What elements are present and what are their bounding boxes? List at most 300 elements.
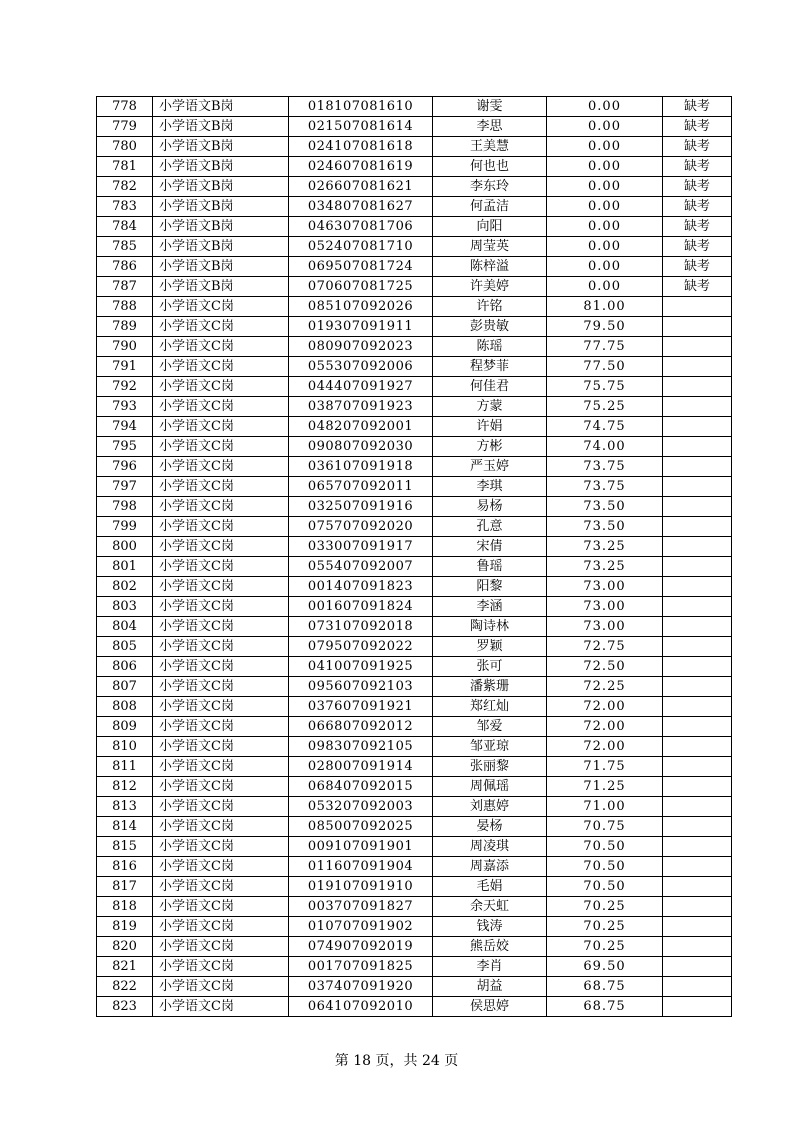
remark-cell: 缺考	[663, 237, 732, 257]
remark-cell	[663, 957, 732, 977]
remark-cell	[663, 737, 732, 757]
score-cell: 0.00	[547, 257, 663, 277]
score-cell: 70.50	[547, 837, 663, 857]
table-row	[97, 817, 732, 837]
table-row	[97, 457, 732, 477]
remark-cell	[663, 397, 732, 417]
candidate-name-cell: 程梦菲	[433, 357, 547, 377]
score-cell: 70.25	[547, 897, 663, 917]
table-row	[97, 277, 732, 297]
post-name-cell: 小学语文C岗	[153, 997, 289, 1017]
post-name-cell: 小学语文C岗	[153, 697, 289, 717]
exam-id-cell: 079507092022	[289, 637, 433, 657]
row-number-cell: 789	[97, 317, 153, 337]
exam-id-cell: 090807092030	[289, 437, 433, 457]
candidate-name-cell: 易杨	[433, 497, 547, 517]
candidate-name-cell: 周嘉添	[433, 857, 547, 877]
score-cell: 71.00	[547, 797, 663, 817]
post-name-cell: 小学语文B岗	[153, 237, 289, 257]
remark-cell	[663, 977, 732, 997]
remark-cell	[663, 477, 732, 497]
table-row	[97, 437, 732, 457]
row-number-cell: 799	[97, 517, 153, 537]
post-name-cell: 小学语文C岗	[153, 917, 289, 937]
score-cell: 0.00	[547, 197, 663, 217]
exam-id-cell: 001707091825	[289, 957, 433, 977]
row-number-cell: 795	[97, 437, 153, 457]
exam-id-cell: 033007091917	[289, 537, 433, 557]
row-number-cell: 792	[97, 377, 153, 397]
row-number-cell: 816	[97, 857, 153, 877]
post-name-cell: 小学语文B岗	[153, 157, 289, 177]
remark-cell	[663, 677, 732, 697]
exam-id-cell: 036107091918	[289, 457, 433, 477]
remark-cell: 缺考	[663, 197, 732, 217]
remark-cell	[663, 497, 732, 517]
remark-cell	[663, 297, 732, 317]
post-name-cell: 小学语文B岗	[153, 117, 289, 137]
post-name-cell: 小学语文C岗	[153, 837, 289, 857]
table-row	[97, 857, 732, 877]
exam-id-cell: 032507091916	[289, 497, 433, 517]
post-name-cell: 小学语文C岗	[153, 717, 289, 737]
remark-cell	[663, 317, 732, 337]
candidate-name-cell: 潘紫珊	[433, 677, 547, 697]
score-cell: 72.00	[547, 737, 663, 757]
exam-id-cell: 028007091914	[289, 757, 433, 777]
post-name-cell: 小学语文C岗	[153, 637, 289, 657]
remark-cell	[663, 857, 732, 877]
post-name-cell: 小学语文C岗	[153, 577, 289, 597]
remark-cell	[663, 337, 732, 357]
row-number-cell: 788	[97, 297, 153, 317]
row-number-cell: 782	[97, 177, 153, 197]
remark-cell	[663, 357, 732, 377]
candidate-name-cell: 邹亚琼	[433, 737, 547, 757]
exam-id-cell: 019307091911	[289, 317, 433, 337]
row-number-cell: 783	[97, 197, 153, 217]
row-number-cell: 780	[97, 137, 153, 157]
row-number-cell: 800	[97, 537, 153, 557]
row-number-cell: 807	[97, 677, 153, 697]
remark-cell	[663, 557, 732, 577]
exam-id-cell: 073107092018	[289, 617, 433, 637]
candidate-name-cell: 许娟	[433, 417, 547, 437]
score-cell: 0.00	[547, 117, 663, 137]
post-name-cell: 小学语文C岗	[153, 397, 289, 417]
candidate-name-cell: 熊岳姣	[433, 937, 547, 957]
remark-cell	[663, 917, 732, 937]
candidate-name-cell: 阳黎	[433, 577, 547, 597]
exam-id-cell: 066807092012	[289, 717, 433, 737]
post-name-cell: 小学语文C岗	[153, 377, 289, 397]
row-number-cell: 822	[97, 977, 153, 997]
remark-cell	[663, 897, 732, 917]
row-number-cell: 820	[97, 937, 153, 957]
score-cell: 68.75	[547, 977, 663, 997]
remark-cell	[663, 817, 732, 837]
post-name-cell: 小学语文B岗	[153, 97, 289, 117]
exam-id-cell: 069507081724	[289, 257, 433, 277]
remark-cell	[663, 697, 732, 717]
candidate-name-cell: 孔意	[433, 517, 547, 537]
post-name-cell: 小学语文C岗	[153, 777, 289, 797]
score-cell: 73.75	[547, 477, 663, 497]
remark-cell	[663, 417, 732, 437]
candidate-name-cell: 张丽黎	[433, 757, 547, 777]
post-name-cell: 小学语文C岗	[153, 957, 289, 977]
exam-id-cell: 026607081621	[289, 177, 433, 197]
post-name-cell: 小学语文C岗	[153, 297, 289, 317]
table-row	[97, 377, 732, 397]
row-number-cell: 778	[97, 97, 153, 117]
score-cell: 73.00	[547, 597, 663, 617]
score-cell: 0.00	[547, 217, 663, 237]
candidate-name-cell: 李东玲	[433, 177, 547, 197]
page-footer: 第 18 页，共 24 页	[334, 1053, 459, 1069]
remark-cell: 缺考	[663, 97, 732, 117]
candidate-name-cell: 彭贵敏	[433, 317, 547, 337]
candidate-name-cell: 胡益	[433, 977, 547, 997]
table-row	[97, 957, 732, 977]
candidate-name-cell: 何也也	[433, 157, 547, 177]
candidate-name-cell: 邹爱	[433, 717, 547, 737]
table-row	[97, 977, 732, 997]
row-number-cell: 815	[97, 837, 153, 857]
exam-id-cell: 064107092010	[289, 997, 433, 1017]
row-number-cell: 785	[97, 237, 153, 257]
post-name-cell: 小学语文C岗	[153, 817, 289, 837]
candidate-name-cell: 宋倩	[433, 537, 547, 557]
post-name-cell: 小学语文C岗	[153, 897, 289, 917]
row-number-cell: 808	[97, 697, 153, 717]
candidate-name-cell: 何佳君	[433, 377, 547, 397]
row-number-cell: 786	[97, 257, 153, 277]
score-cell: 74.00	[547, 437, 663, 457]
row-number-cell: 818	[97, 897, 153, 917]
table-row	[97, 217, 732, 237]
score-cell: 0.00	[547, 177, 663, 197]
table-row	[97, 97, 732, 117]
row-number-cell: 801	[97, 557, 153, 577]
candidate-name-cell: 李涵	[433, 597, 547, 617]
exam-id-cell: 053207092003	[289, 797, 433, 817]
row-number-cell: 787	[97, 277, 153, 297]
exam-id-cell: 075707092020	[289, 517, 433, 537]
post-name-cell: 小学语文C岗	[153, 677, 289, 697]
candidate-name-cell: 周莹英	[433, 237, 547, 257]
post-name-cell: 小学语文C岗	[153, 337, 289, 357]
candidate-name-cell: 罗颖	[433, 637, 547, 657]
row-number-cell: 810	[97, 737, 153, 757]
row-number-cell: 814	[97, 817, 153, 837]
exam-id-cell: 003707091827	[289, 897, 433, 917]
row-number-cell: 797	[97, 477, 153, 497]
remark-cell	[663, 757, 732, 777]
score-cell: 70.25	[547, 937, 663, 957]
remark-cell	[663, 937, 732, 957]
post-name-cell: 小学语文C岗	[153, 357, 289, 377]
table-row	[97, 917, 732, 937]
row-number-cell: 812	[97, 777, 153, 797]
table-row	[97, 937, 732, 957]
candidate-name-cell: 方彬	[433, 437, 547, 457]
remark-cell: 缺考	[663, 157, 732, 177]
post-name-cell: 小学语文C岗	[153, 797, 289, 817]
remark-cell	[663, 377, 732, 397]
post-name-cell: 小学语文C岗	[153, 517, 289, 537]
remark-cell: 缺考	[663, 277, 732, 297]
row-number-cell: 819	[97, 917, 153, 937]
score-cell: 79.50	[547, 317, 663, 337]
exam-id-cell: 034807081627	[289, 197, 433, 217]
post-name-cell: 小学语文C岗	[153, 937, 289, 957]
exam-id-cell: 095607092103	[289, 677, 433, 697]
exam-id-cell: 021507081614	[289, 117, 433, 137]
table-row	[97, 697, 732, 717]
table-row	[97, 477, 732, 497]
remark-cell	[663, 437, 732, 457]
exam-id-cell: 001407091823	[289, 577, 433, 597]
candidate-name-cell: 周佩瑶	[433, 777, 547, 797]
row-number-cell: 804	[97, 617, 153, 637]
table-row	[97, 657, 732, 677]
table-row	[97, 637, 732, 657]
remark-cell	[663, 457, 732, 477]
score-cell: 71.75	[547, 757, 663, 777]
score-cell: 73.00	[547, 617, 663, 637]
table-row	[97, 337, 732, 357]
exam-id-cell: 074907092019	[289, 937, 433, 957]
exam-id-cell: 001607091824	[289, 597, 433, 617]
score-cell: 73.50	[547, 517, 663, 537]
table-row	[97, 497, 732, 517]
score-cell: 77.75	[547, 337, 663, 357]
table-row	[97, 197, 732, 217]
row-number-cell: 779	[97, 117, 153, 137]
post-name-cell: 小学语文B岗	[153, 217, 289, 237]
remark-cell	[663, 877, 732, 897]
remark-cell	[663, 837, 732, 857]
candidate-name-cell: 谢雯	[433, 97, 547, 117]
candidate-name-cell: 毛娟	[433, 877, 547, 897]
remark-cell	[663, 537, 732, 557]
candidate-name-cell: 方蒙	[433, 397, 547, 417]
exam-id-cell: 011607091904	[289, 857, 433, 877]
score-cell: 75.25	[547, 397, 663, 417]
table-row	[97, 297, 732, 317]
table-row	[97, 557, 732, 577]
score-cell: 72.25	[547, 677, 663, 697]
remark-cell	[663, 717, 732, 737]
score-cell: 72.00	[547, 697, 663, 717]
score-cell: 77.50	[547, 357, 663, 377]
table-row	[97, 117, 732, 137]
score-cell: 70.50	[547, 857, 663, 877]
candidate-name-cell: 周凌琪	[433, 837, 547, 857]
row-number-cell: 791	[97, 357, 153, 377]
row-number-cell: 784	[97, 217, 153, 237]
post-name-cell: 小学语文C岗	[153, 497, 289, 517]
row-number-cell: 809	[97, 717, 153, 737]
candidate-name-cell: 李肖	[433, 957, 547, 977]
candidate-name-cell: 向阳	[433, 217, 547, 237]
post-name-cell: 小学语文C岗	[153, 857, 289, 877]
post-name-cell: 小学语文C岗	[153, 557, 289, 577]
score-cell: 73.00	[547, 577, 663, 597]
candidate-name-cell: 鲁瑶	[433, 557, 547, 577]
row-number-cell: 790	[97, 337, 153, 357]
table-row	[97, 137, 732, 157]
candidate-name-cell: 晏杨	[433, 817, 547, 837]
exam-id-cell: 041007091925	[289, 657, 433, 677]
table-row	[97, 617, 732, 637]
results-table	[96, 96, 732, 1017]
remark-cell: 缺考	[663, 137, 732, 157]
candidate-name-cell: 张可	[433, 657, 547, 677]
exam-id-cell: 037607091921	[289, 697, 433, 717]
score-cell: 74.75	[547, 417, 663, 437]
post-name-cell: 小学语文B岗	[153, 197, 289, 217]
table-row	[97, 517, 732, 537]
score-cell: 73.25	[547, 537, 663, 557]
row-number-cell: 817	[97, 877, 153, 897]
score-cell: 75.75	[547, 377, 663, 397]
exam-id-cell: 024607081619	[289, 157, 433, 177]
remark-cell	[663, 617, 732, 637]
row-number-cell: 813	[97, 797, 153, 817]
table-row	[97, 797, 732, 817]
remark-cell	[663, 577, 732, 597]
post-name-cell: 小学语文B岗	[153, 177, 289, 197]
score-cell: 0.00	[547, 237, 663, 257]
table-row	[97, 837, 732, 857]
remark-cell	[663, 797, 732, 817]
table-row	[97, 237, 732, 257]
post-name-cell: 小学语文C岗	[153, 477, 289, 497]
exam-id-cell: 024107081618	[289, 137, 433, 157]
score-cell: 72.00	[547, 717, 663, 737]
table-row	[97, 997, 732, 1017]
exam-id-cell: 055407092007	[289, 557, 433, 577]
row-number-cell: 802	[97, 577, 153, 597]
score-cell: 71.25	[547, 777, 663, 797]
post-name-cell: 小学语文C岗	[153, 417, 289, 437]
table-row	[97, 177, 732, 197]
candidate-name-cell: 陈梓溢	[433, 257, 547, 277]
remark-cell: 缺考	[663, 117, 732, 137]
candidate-name-cell: 陶诗林	[433, 617, 547, 637]
exam-id-cell: 044407091927	[289, 377, 433, 397]
score-cell: 73.25	[547, 557, 663, 577]
post-name-cell: 小学语文C岗	[153, 317, 289, 337]
score-cell: 0.00	[547, 97, 663, 117]
remark-cell	[663, 637, 732, 657]
score-cell: 69.50	[547, 957, 663, 977]
exam-id-cell: 065707092011	[289, 477, 433, 497]
table-row	[97, 417, 732, 437]
exam-id-cell: 070607081725	[289, 277, 433, 297]
exam-id-cell: 010707091902	[289, 917, 433, 937]
score-cell: 72.75	[547, 637, 663, 657]
exam-id-cell: 098307092105	[289, 737, 433, 757]
exam-id-cell: 048207092001	[289, 417, 433, 437]
candidate-name-cell: 许美婷	[433, 277, 547, 297]
candidate-name-cell: 许铭	[433, 297, 547, 317]
row-number-cell: 794	[97, 417, 153, 437]
score-cell: 81.00	[547, 297, 663, 317]
row-number-cell: 793	[97, 397, 153, 417]
score-cell: 0.00	[547, 137, 663, 157]
post-name-cell: 小学语文C岗	[153, 977, 289, 997]
row-number-cell: 798	[97, 497, 153, 517]
table-row	[97, 577, 732, 597]
post-name-cell: 小学语文B岗	[153, 277, 289, 297]
exam-id-cell: 037407091920	[289, 977, 433, 997]
exam-id-cell: 068407092015	[289, 777, 433, 797]
candidate-name-cell: 王美慧	[433, 137, 547, 157]
post-name-cell: 小学语文C岗	[153, 457, 289, 477]
score-cell: 72.50	[547, 657, 663, 677]
candidate-name-cell: 陈瑶	[433, 337, 547, 357]
table-row	[97, 397, 732, 417]
table-row	[97, 257, 732, 277]
remark-cell: 缺考	[663, 217, 732, 237]
candidate-name-cell: 李思	[433, 117, 547, 137]
exam-id-cell: 046307081706	[289, 217, 433, 237]
remark-cell: 缺考	[663, 257, 732, 277]
post-name-cell: 小学语文C岗	[153, 757, 289, 777]
table-row	[97, 757, 732, 777]
remark-cell	[663, 517, 732, 537]
candidate-name-cell: 郑红灿	[433, 697, 547, 717]
remark-cell	[663, 997, 732, 1017]
remark-cell	[663, 657, 732, 677]
candidate-name-cell: 钱涛	[433, 917, 547, 937]
candidate-name-cell: 余天虹	[433, 897, 547, 917]
remark-cell: 缺考	[663, 177, 732, 197]
post-name-cell: 小学语文C岗	[153, 877, 289, 897]
score-cell: 70.25	[547, 917, 663, 937]
table-row	[97, 317, 732, 337]
post-name-cell: 小学语文B岗	[153, 257, 289, 277]
post-name-cell: 小学语文C岗	[153, 617, 289, 637]
exam-id-cell: 080907092023	[289, 337, 433, 357]
post-name-cell: 小学语文C岗	[153, 437, 289, 457]
score-cell: 73.50	[547, 497, 663, 517]
table-row	[97, 597, 732, 617]
score-cell: 70.75	[547, 817, 663, 837]
table-row	[97, 157, 732, 177]
row-number-cell: 803	[97, 597, 153, 617]
candidate-name-cell: 何孟洁	[433, 197, 547, 217]
score-cell: 0.00	[547, 157, 663, 177]
score-cell: 68.75	[547, 997, 663, 1017]
remark-cell	[663, 777, 732, 797]
candidate-name-cell: 刘惠婷	[433, 797, 547, 817]
table-row	[97, 357, 732, 377]
row-number-cell: 811	[97, 757, 153, 777]
exam-id-cell: 055307092006	[289, 357, 433, 377]
table-row	[97, 677, 732, 697]
exam-id-cell: 085107092026	[289, 297, 433, 317]
row-number-cell: 823	[97, 997, 153, 1017]
exam-id-cell: 018107081610	[289, 97, 433, 117]
exam-id-cell: 038707091923	[289, 397, 433, 417]
exam-id-cell: 019107091910	[289, 877, 433, 897]
score-cell: 0.00	[547, 277, 663, 297]
post-name-cell: 小学语文C岗	[153, 597, 289, 617]
